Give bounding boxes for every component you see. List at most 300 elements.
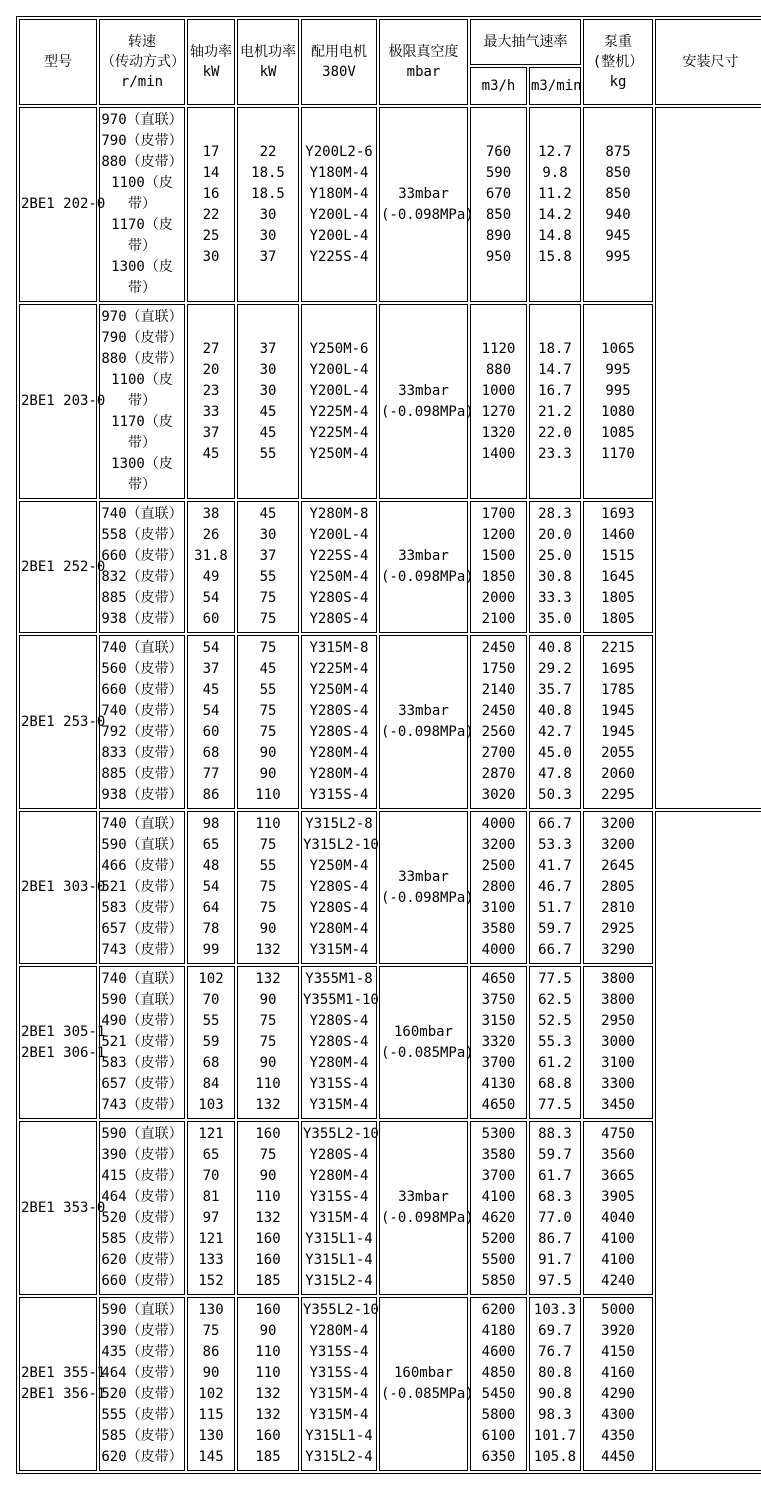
cell-line: 160: [255, 1231, 281, 1247]
motor-model-cell: [301, 501, 377, 633]
cell-line: 3750: [481, 992, 516, 1008]
cell-line: 2060: [601, 766, 635, 782]
vacuum-cell: [379, 811, 474, 964]
cell-line: 102: [198, 1386, 224, 1402]
cell-line: 4000: [481, 942, 516, 958]
cell-line: 68: [202, 1055, 220, 1071]
cell-line: Y315M-4: [309, 1407, 369, 1423]
cell-line: 4650: [481, 1097, 516, 1113]
cell-line: 657（皮带）: [101, 1076, 183, 1092]
cell-line: 102: [198, 971, 224, 987]
motor-model-cell: [301, 811, 377, 964]
rate-m3min-cell: [529, 966, 581, 1119]
header-label: 电机功率: [240, 44, 296, 60]
cell-line: (-0.085MPa): [381, 1044, 474, 1061]
cell-line: 29.2: [538, 661, 572, 677]
cell-line: 14.8: [538, 227, 572, 244]
cell-line: 880: [485, 361, 512, 378]
cell-line: 1100（皮带）: [111, 372, 173, 409]
cell-line: 3150: [481, 1013, 516, 1029]
cell-line: 45: [202, 682, 220, 698]
cell-line: 2BE1 355-1: [21, 1365, 106, 1381]
cell-line: 91.7: [538, 1252, 572, 1268]
cell-line: 37: [259, 340, 277, 357]
cell-line: 37: [259, 248, 277, 265]
cell-line: 833（皮带）: [101, 745, 183, 761]
cell-line: Y200L-4: [309, 382, 369, 399]
cell-line: 2700: [481, 745, 516, 761]
cell-line: 28.3: [538, 506, 572, 522]
cell-line: 880（皮带）: [101, 154, 183, 170]
cell-line: 51.7: [538, 900, 572, 916]
cell-line: 77: [202, 766, 220, 782]
rate-m3min-cell: [529, 811, 581, 964]
motor-model-cell: [301, 635, 377, 809]
cell-line: 5850: [481, 1273, 516, 1289]
cell-line: 660（皮带）: [101, 1273, 183, 1289]
cell-line: 4850: [481, 1365, 516, 1381]
cell-line: (-0.098MPa): [381, 889, 474, 906]
shaft-power-cell: [187, 1297, 235, 1471]
cell-line: 55: [259, 682, 277, 698]
speed-cell: [99, 635, 185, 809]
cell-line: 790（皮带）: [101, 133, 183, 149]
cell-line: 3580: [481, 1147, 516, 1163]
cell-line: 2500: [481, 858, 516, 874]
cell-line: 4160: [601, 1365, 635, 1381]
col-header-max-rate: [470, 19, 581, 65]
rate-m3min-cell: [529, 501, 581, 633]
col-header-m3h: [470, 67, 527, 105]
cell-line: 520（皮带）: [101, 1210, 183, 1226]
cell-line: 1085: [601, 424, 635, 441]
cell-line: 70: [202, 992, 220, 1008]
cell-line: 466（皮带）: [101, 858, 183, 874]
cell-line: 875: [605, 143, 631, 160]
motor-model-cell: [301, 107, 377, 302]
cell-line: 1500: [481, 548, 516, 564]
motor-power-cell: [237, 811, 299, 964]
cell-line: 33mbar: [398, 185, 449, 202]
cell-line: 885（皮带）: [101, 766, 183, 782]
cell-line: 132: [255, 1386, 281, 1402]
shaft-power-cell: [187, 811, 235, 964]
cell-line: 98.3: [538, 1407, 572, 1423]
cell-line: 110: [255, 787, 281, 803]
cell-line: 4750: [601, 1126, 635, 1142]
cell-line: 145: [198, 1449, 224, 1465]
speed-cell: [99, 107, 185, 302]
cell-line: 3800: [601, 971, 635, 987]
cell-line: 5200: [481, 1231, 516, 1247]
cell-line: 2BE1 203-0: [21, 393, 106, 409]
cell-line: 490（皮带）: [101, 1013, 183, 1029]
cell-line: 55: [202, 1013, 220, 1029]
cell-line: 555（皮带）: [101, 1407, 183, 1423]
cell-line: 110: [255, 1344, 281, 1360]
cell-line: 52.5: [538, 1013, 572, 1029]
cell-line: 1170（皮带）: [111, 217, 173, 254]
cell-line: 33.3: [538, 590, 572, 606]
cell-line: 75: [259, 879, 277, 895]
cell-line: Y315L2-10: [303, 837, 379, 853]
cell-line: 5000: [601, 1302, 635, 1318]
header-label: r/min: [120, 74, 164, 90]
cell-line: Y280M-4: [309, 921, 369, 937]
cell-line: Y225S-4: [309, 548, 369, 564]
cell-line: Y200L-4: [309, 227, 369, 244]
cell-line: Y315L2-8: [305, 816, 373, 832]
cell-line: 78: [202, 921, 220, 937]
cell-line: 54: [202, 590, 220, 606]
cell-line: 15.8: [538, 248, 572, 265]
cell-line: 2140: [481, 682, 516, 698]
cell-line: 30: [259, 227, 277, 244]
cell-line: 585（皮带）: [101, 1428, 183, 1444]
cell-line: 4350: [601, 1428, 635, 1444]
cell-line: 4600: [481, 1344, 516, 1360]
cell-line: 17: [202, 143, 220, 160]
cell-line: 2055: [601, 745, 635, 761]
cell-line: 4650: [481, 971, 516, 987]
cell-line: 2645: [601, 858, 635, 874]
cell-line: 185: [255, 1273, 281, 1289]
cell-line: 2BE1 306-1: [21, 1044, 106, 1061]
cell-line: 33: [202, 403, 220, 420]
cell-line: 4100: [481, 1189, 516, 1205]
cell-line: 54: [202, 879, 220, 895]
cell-line: 995: [605, 361, 631, 378]
rate-m3h-cell: [470, 304, 527, 499]
cell-line: 2450: [481, 703, 516, 719]
cell-line: 740（直联）: [101, 640, 183, 656]
cell-line: 4130: [481, 1076, 516, 1092]
cell-line: 1170（皮带）: [111, 414, 173, 451]
cell-line: 132: [255, 1097, 281, 1113]
cell-line: 22.0: [538, 424, 572, 441]
spec-row: [19, 1297, 761, 1471]
cell-line: 1300（皮带）: [111, 456, 173, 493]
col-header-speed: [99, 19, 185, 105]
cell-line: 77.5: [538, 1097, 572, 1113]
cell-line: 792（皮带）: [101, 724, 183, 740]
rate-m3min-cell: [529, 107, 581, 302]
cell-line: Y280M-4: [309, 1055, 369, 1071]
header-label: 转速: [128, 34, 156, 50]
cell-line: 68.3: [538, 1189, 572, 1205]
cell-line: 4450: [601, 1449, 635, 1465]
cell-line: 30: [259, 361, 277, 378]
cell-line: 590（直联）: [101, 837, 183, 853]
rate-m3min-cell: [529, 635, 581, 809]
cell-line: 2000: [481, 590, 516, 606]
cell-line: 90.8: [538, 1386, 572, 1402]
cell-line: 110: [255, 1365, 281, 1381]
cell-line: 86.7: [538, 1231, 572, 1247]
col-header-motor-model: [301, 19, 377, 105]
cell-line: 160mbar: [393, 1365, 453, 1381]
cell-line: 37: [259, 548, 277, 564]
cell-line: 2560: [481, 724, 516, 740]
model-cell: [19, 1121, 106, 1295]
motor-power-cell: [237, 107, 299, 302]
cell-line: 23.3: [538, 445, 572, 462]
weight-cell: [583, 811, 653, 964]
cell-line: Y280S-4: [309, 879, 369, 895]
cell-line: 2BE1 305-1: [21, 1023, 106, 1040]
header-label: m3/min: [531, 78, 582, 94]
cell-line: Y225M-4: [309, 661, 369, 677]
cell-line: 55.3: [538, 1034, 572, 1050]
cell-line: 4150: [601, 1344, 635, 1360]
cell-line: Y280M-4: [309, 766, 369, 782]
cell-line: 1805: [601, 611, 635, 627]
cell-line: 1065: [601, 340, 635, 357]
cell-line: Y280S-4: [309, 611, 369, 627]
cell-line: Y315L2-4: [305, 1273, 373, 1289]
cell-line: Y355L2-10: [303, 1302, 379, 1318]
cell-line: 1200: [481, 527, 516, 543]
cell-line: 84: [202, 1076, 220, 1092]
cell-line: 62.5: [538, 992, 572, 1008]
cell-line: 660（皮带）: [101, 682, 183, 698]
cell-line: 4100: [601, 1231, 635, 1247]
cell-line: 3100: [601, 1055, 635, 1071]
cell-line: 435（皮带）: [101, 1344, 183, 1360]
cell-line: 25.0: [538, 548, 572, 564]
cell-line: 76.7: [538, 1344, 572, 1360]
cell-line: 110: [255, 1189, 281, 1205]
cell-line: 18.5: [251, 185, 285, 202]
cell-line: 3290: [601, 942, 635, 958]
cell-line: 1750: [481, 661, 516, 677]
cell-line: 995: [605, 382, 631, 399]
cell-line: 790（皮带）: [101, 330, 183, 346]
header-label: 泵重: [604, 34, 632, 50]
cell-line: 59: [202, 1034, 220, 1050]
cell-line: 86: [202, 1344, 220, 1360]
model-cell: [19, 107, 106, 302]
speed-cell: [99, 501, 185, 633]
motor-power-cell: [237, 966, 299, 1119]
cell-line: 583（皮带）: [101, 900, 183, 916]
spec-row: [19, 635, 761, 809]
cell-line: 3700: [481, 1168, 516, 1184]
cell-line: 110: [255, 1076, 281, 1092]
cell-line: 68.8: [538, 1076, 572, 1092]
spec-row: [19, 966, 761, 1119]
table-header: [19, 19, 761, 105]
model-cell: [19, 501, 106, 633]
cell-line: 30: [259, 206, 277, 223]
cell-line: 86: [202, 787, 220, 803]
cell-line: 521（皮带）: [101, 879, 183, 895]
cell-line: 2BE1 202-0: [21, 196, 106, 212]
weight-cell: [583, 304, 653, 499]
cell-line: 30: [202, 248, 220, 265]
cell-line: 970（直联）: [101, 112, 183, 128]
cell-line: 4180: [481, 1323, 516, 1339]
cell-line: 160: [255, 1126, 281, 1142]
cell-line: 390（皮带）: [101, 1147, 183, 1163]
motor-power-cell: [237, 501, 299, 633]
cell-line: 115: [198, 1407, 224, 1423]
cell-line: 4290: [601, 1386, 635, 1402]
cell-line: 21.2: [538, 403, 572, 420]
cell-line: 938（皮带）: [101, 611, 183, 627]
cell-line: Y200L2-6: [305, 143, 373, 160]
cell-line: 132: [255, 1407, 281, 1423]
header-label: kg: [609, 74, 627, 90]
cell-line: (-0.098MPa): [381, 569, 474, 585]
cell-line: 75: [259, 1147, 277, 1163]
cell-line: 103.3: [533, 1302, 577, 1318]
cell-line: 103: [198, 1097, 224, 1113]
cell-line: 16: [202, 185, 220, 202]
cell-line: 48: [202, 858, 220, 874]
speed-cell: [99, 1297, 185, 1471]
cell-line: 2870: [481, 766, 516, 782]
cell-line: Y315L2-4: [305, 1449, 373, 1465]
cell-line: 521（皮带）: [101, 1034, 183, 1050]
col-header-vacuum: [379, 19, 468, 105]
cell-line: Y315S-4: [309, 1344, 369, 1360]
cell-line: 760: [485, 143, 512, 160]
cell-line: 2805: [601, 879, 635, 895]
model-cell: [19, 1297, 106, 1471]
cell-line: 30.8: [538, 569, 572, 585]
cell-line: 88.3: [538, 1126, 572, 1142]
motor-power-cell: [237, 304, 299, 499]
cell-line: 1945: [601, 703, 635, 719]
cell-line: 1645: [601, 569, 635, 585]
header-row-1: [19, 19, 761, 65]
cell-line: 1850: [481, 569, 516, 585]
cell-line: 1100（皮带）: [111, 175, 173, 212]
cell-line: 25: [202, 227, 220, 244]
cell-line: 5450: [481, 1386, 516, 1402]
header-label: (整机）: [592, 54, 644, 70]
col-header-m3min: [529, 67, 581, 105]
cell-line: 14.2: [538, 206, 572, 223]
cell-line: 938（皮带）: [101, 787, 183, 803]
cell-line: Y355M1-10: [303, 992, 379, 1008]
cell-line: Y315S-4: [309, 1365, 369, 1381]
cell-line: 2BE1 252-0: [21, 558, 106, 575]
cell-line: 850: [605, 164, 631, 181]
rate-m3h-cell: [470, 1121, 527, 1295]
cell-line: 16.7: [538, 382, 572, 399]
cell-line: Y250M-4: [309, 682, 369, 698]
cell-line: 950: [485, 248, 512, 265]
vacuum-cell: [379, 107, 474, 302]
spec-row: [19, 501, 761, 633]
rate-m3min-cell: [529, 304, 581, 499]
cell-line: 3100: [481, 900, 516, 916]
cell-line: 22: [202, 206, 220, 223]
cell-line: 30: [259, 527, 277, 543]
cell-line: 585（皮带）: [101, 1231, 183, 1247]
weight-cell: [583, 1297, 653, 1471]
cell-line: 42.7: [538, 724, 572, 740]
motor-model-cell: [301, 1297, 377, 1471]
cell-line: 1300（皮带）: [111, 259, 173, 296]
header-label: 配用电机: [311, 44, 367, 60]
cell-line: Y280S-4: [309, 590, 369, 606]
cell-line: 105.8: [533, 1449, 577, 1465]
cell-line: 890: [485, 227, 512, 244]
rate-m3h-cell: [470, 107, 527, 302]
cell-line: Y225M-4: [309, 403, 369, 420]
install-cell: [655, 107, 761, 809]
cell-line: 520（皮带）: [101, 1386, 183, 1402]
spec-row: [19, 811, 761, 964]
cell-line: 1080: [601, 403, 635, 420]
cell-line: 6350: [481, 1449, 516, 1465]
cell-line: 2800: [481, 879, 516, 895]
cell-line: 1460: [601, 527, 635, 543]
col-header-install: [655, 19, 761, 105]
cell-line: 590（直联）: [101, 1302, 183, 1318]
spec-row: [19, 107, 761, 302]
cell-line: 1785: [601, 682, 635, 698]
cell-line: 2BE1 253-0: [21, 713, 106, 730]
cell-line: 4040: [601, 1210, 635, 1226]
cell-line: 9.8: [542, 164, 568, 181]
cell-line: 90: [259, 766, 277, 782]
cell-line: 132: [255, 1210, 281, 1226]
cell-line: 90: [259, 1168, 277, 1184]
speed-cell: [99, 966, 185, 1119]
cell-line: 1695: [601, 661, 635, 677]
cell-line: 3200: [481, 837, 516, 853]
motor-power-cell: [237, 1297, 299, 1471]
cell-line: 99: [202, 942, 220, 958]
cell-line: 1693: [601, 506, 635, 522]
header-label: 轴功率: [190, 44, 232, 60]
cell-line: 18.5: [251, 164, 285, 181]
cell-line: Y315M-4: [309, 1386, 369, 1402]
cell-line: 2BE1 303-0: [21, 879, 106, 895]
cell-line: Y200L-4: [309, 527, 369, 543]
cell-line: Y280M-8: [309, 506, 369, 522]
cell-line: Y280M-4: [309, 1168, 369, 1184]
cell-line: 22: [259, 143, 277, 160]
cell-line: Y180M-4: [309, 164, 369, 181]
header-label: 最大抽气速率: [483, 34, 568, 50]
install-cell: [655, 811, 761, 1471]
rate-m3h-cell: [470, 1297, 527, 1471]
cell-line: 3700: [481, 1055, 516, 1071]
cell-line: 3300: [601, 1076, 635, 1092]
cell-line: 75: [259, 1034, 277, 1050]
weight-cell: [583, 1121, 653, 1295]
cell-line: 1120: [481, 340, 516, 357]
cell-line: 850: [485, 206, 512, 223]
header-label: m3/h: [481, 78, 516, 94]
cell-line: 49: [202, 569, 220, 585]
header-label: kW: [259, 64, 277, 80]
motor-model-cell: [301, 304, 377, 499]
cell-line: 3560: [601, 1147, 635, 1163]
cell-line: Y280M-4: [309, 1323, 369, 1339]
cell-line: Y250M-4: [309, 858, 369, 874]
cell-line: 47.8: [538, 766, 572, 782]
cell-line: 995: [605, 248, 631, 265]
cell-line: 55: [259, 858, 277, 874]
cell-line: 45: [259, 506, 277, 522]
cell-line: 45: [259, 403, 277, 420]
